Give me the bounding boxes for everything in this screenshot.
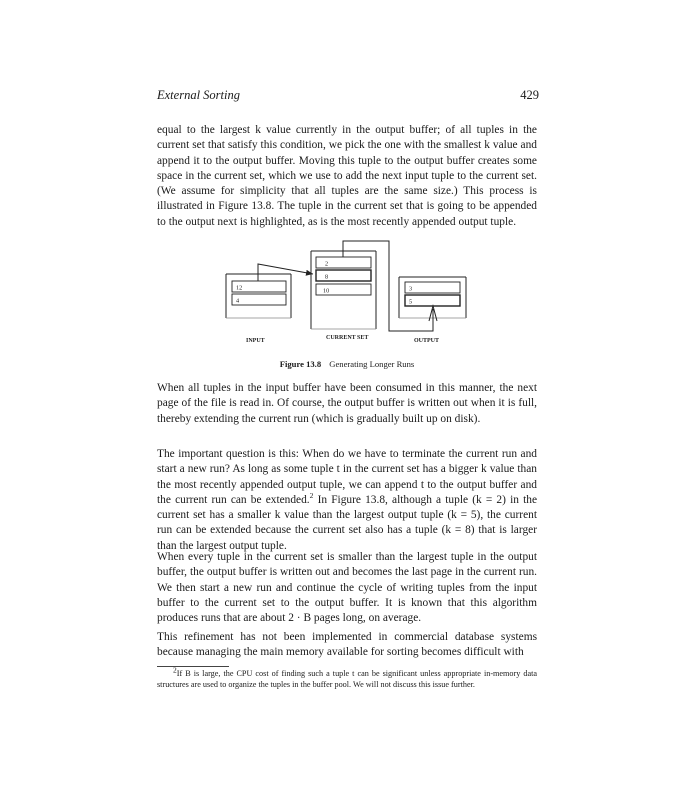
chapter-title: External Sorting bbox=[157, 88, 240, 102]
footnote-text: If B is large, the CPU cost of finding such a tuple t can be significant unless appropriate in-memory data structures are used to organize the tuples in the buffer pool. We will not discuss this issue further. bbox=[157, 669, 537, 690]
input-tuple-1-value: 12 bbox=[236, 284, 243, 292]
footnote-rule bbox=[157, 666, 229, 667]
paragraph-3-text-b: In Figure 13.8, although a tuple (k = 2) in the current set has a smaller k value than the largest output tuple (k = 5), the current run can be extended because the current set also has a tuple (k = 8) that is larger than the largest output tuple. bbox=[157, 493, 538, 552]
input-to-current-arrow bbox=[258, 264, 313, 281]
input-tuple-2 bbox=[232, 294, 286, 305]
footnote bbox=[157, 665, 537, 691]
paragraph-3 bbox=[157, 447, 537, 554]
output-tuple-2-highlighted bbox=[405, 295, 460, 306]
input-tuple-2-value: 4 bbox=[236, 297, 240, 305]
figure-caption-label: Figure 13.8 bbox=[279, 359, 322, 369]
current-tuple-3-value: 10 bbox=[323, 287, 330, 295]
output-label: OUTPUT bbox=[414, 338, 440, 344]
output-tuple-2-value: 5 bbox=[409, 298, 413, 306]
paragraph-3-text-a: The important question is this: When do we have to terminate the current run and start a new run? As long as some tuple t in the current set has a bigger k value than the most recently appended output tuple, we can append t to the output buffer and the current run can be extended. bbox=[157, 448, 537, 506]
output-tuple-1 bbox=[405, 282, 460, 293]
current-set-label: CURRENT SET bbox=[326, 335, 369, 341]
page-number: 429 bbox=[520, 88, 539, 102]
current-tuple-2-value: 8 bbox=[325, 273, 329, 281]
paragraph-2 bbox=[157, 381, 537, 427]
paragraph-2-text: When all tuples in the input buffer have been consumed in this manner, the next page of the file is read in. Of course, the output buffer is written out when it is full, thereby extending the current run (which is gradually built up on disk). bbox=[157, 382, 537, 425]
footnote-number: 2 bbox=[173, 665, 177, 675]
paragraph-5 bbox=[157, 630, 537, 661]
current-set-buffer bbox=[311, 251, 376, 329]
figure-caption-text: Generating Longer Runs bbox=[329, 359, 415, 369]
current-to-output-arrow bbox=[343, 241, 433, 331]
output-tuple-1-value: 3 bbox=[409, 285, 413, 293]
paragraph-4 bbox=[157, 550, 537, 626]
paragraph-4-text: When every tuple in the current set is smaller than the largest tuple in the output buffer, the output buffer is written out and becomes the last page in the current run. We then start a new run and continue the cycle of writing tuples from the input buffer to the current set to the output buffer. It is known that this algorithm produces runs that are about 2 · B pages long, on average. bbox=[157, 551, 537, 625]
current-tuple-1-value: 2 bbox=[325, 260, 329, 268]
figure-caption bbox=[157, 359, 537, 369]
input-label: INPUT bbox=[246, 338, 265, 344]
paragraph-1-text: equal to the largest k value currently in the output buffer; of all tuples in the current set that satisfy this condition, we pick the one with the smallest k value and append it to the output buffer. Moving this tuple to the output buffer creates some space in the current set, which we use to add the next input tuple to the current set. (We assume for simplicity that all tuples are the same size.) This process is illustrated in Figure 13.8. The tuple in the current set that is going to be appended to the output next is highlighted, as is the most recently appended output tuple. bbox=[157, 124, 537, 228]
footnote-reference: 2 bbox=[309, 491, 314, 501]
paragraph-5-text: This refinement has not been implemented in commercial database systems because managing the main memory available for sorting becomes difficult with bbox=[157, 631, 537, 659]
